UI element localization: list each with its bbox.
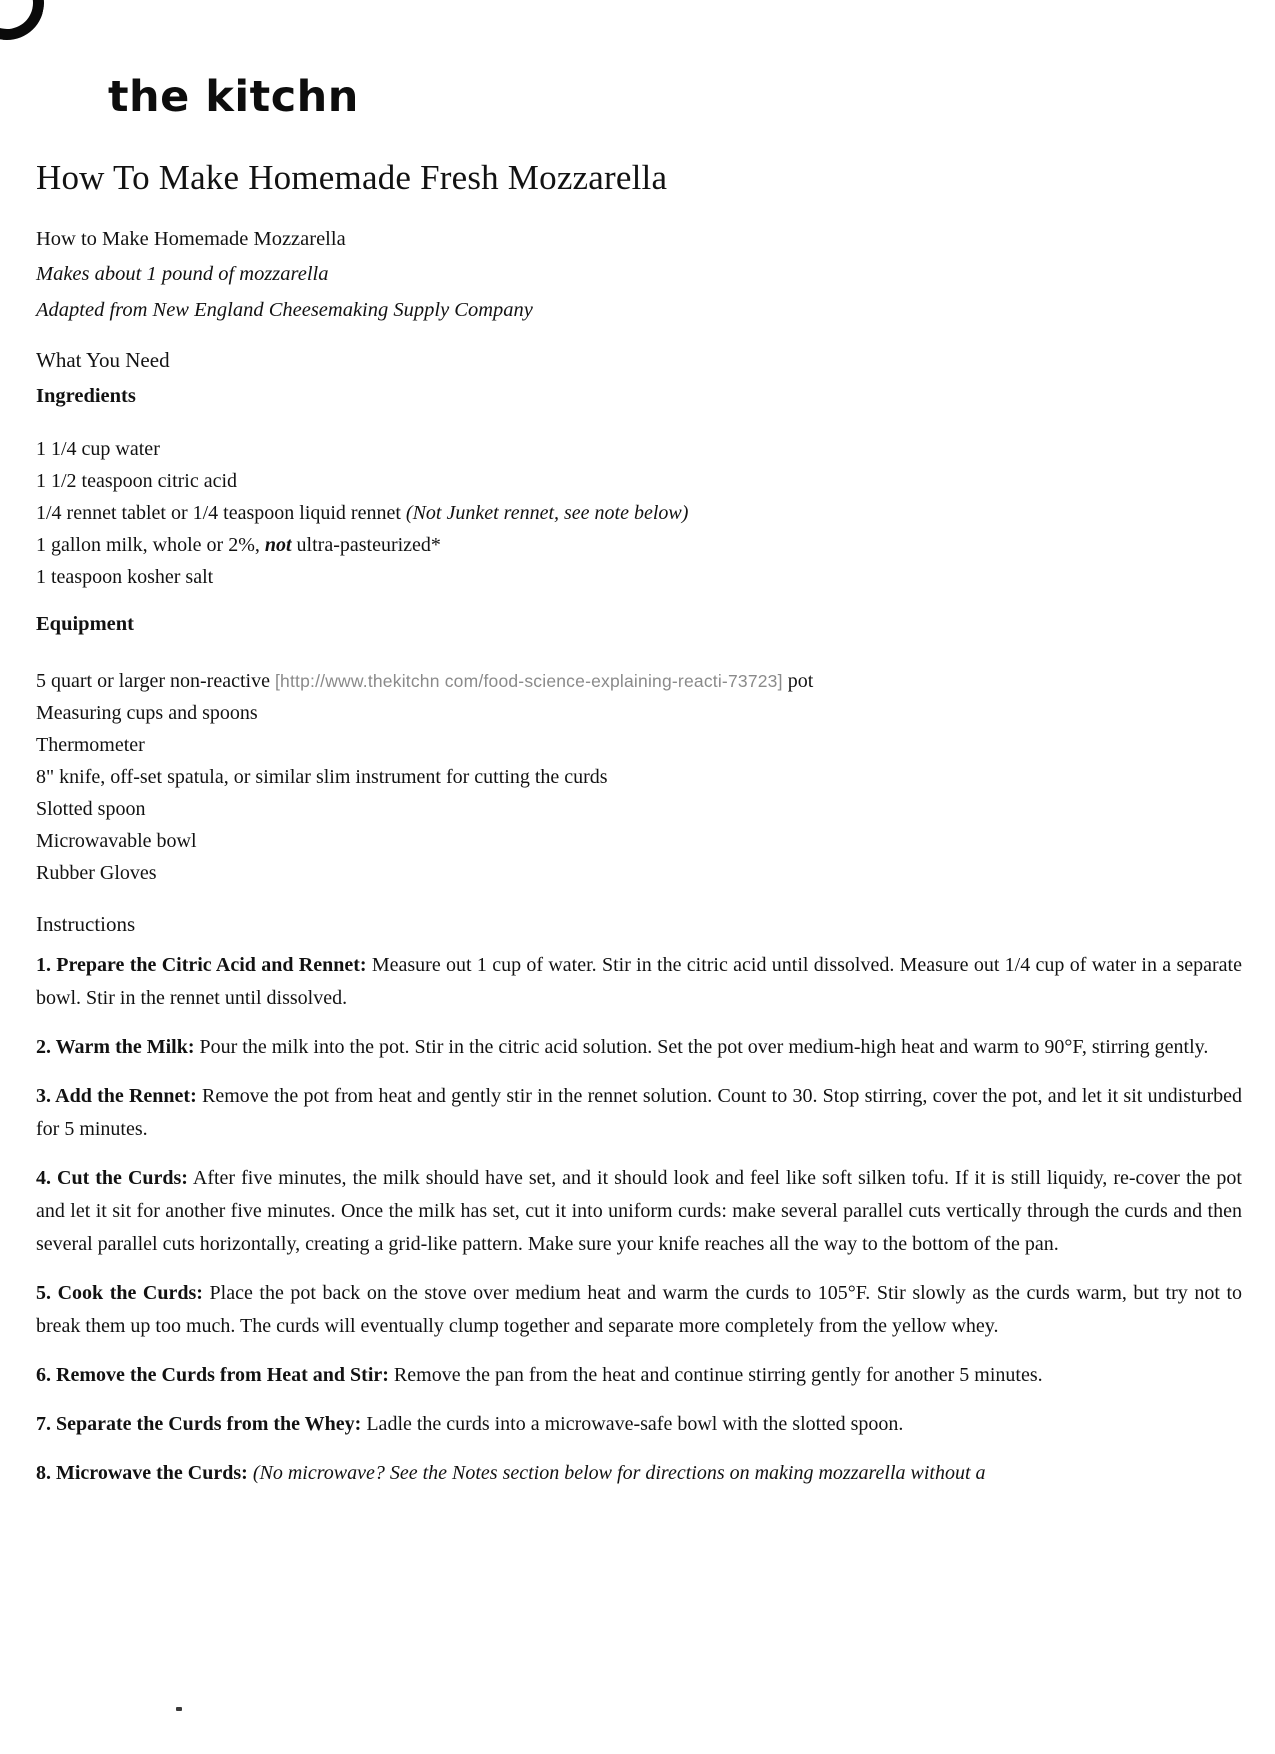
what-you-need-heading: What You Need [36, 348, 170, 372]
instruction-step-7 [36, 1408, 1242, 1441]
ingredient-milk-suffix: ultra-pasteurized* [291, 534, 441, 556]
step-3-label: 3. Add the Rennet: [36, 1085, 197, 1107]
scan-artifact-speck [176, 1707, 182, 1711]
ingredient-citric-acid: 1 1/2 teaspoon citric acid [36, 470, 238, 492]
ingredient-milk-emphasis: not [264, 534, 292, 556]
step-6-label: 6. Remove the Curds from Heat and Stir: [36, 1364, 389, 1386]
recipe-subtitle: How to Make Homemade Mozzarella [36, 228, 346, 250]
equipment-item: Measuring cups and spoons [36, 702, 258, 724]
site-logo: the kitchn [108, 72, 359, 122]
step-1-body: Measure out 1 cup of water. Stir in the citric acid until dissolved. Measure out 1/4 cup of water in a separate bowl. Stir in the rennet until dissolved. [36, 954, 1242, 1009]
step-8-label: 8. Microwave the Curds: [36, 1462, 248, 1484]
ingredient-rennet-note: (Not Junket rennet, see note below) [405, 502, 689, 524]
equipment-item: Microwavable bowl [36, 830, 197, 852]
instruction-step-8 [36, 1457, 1242, 1490]
page-title: How To Make Homemade Fresh Mozzarella [36, 158, 668, 197]
instruction-step-1 [36, 949, 1242, 1015]
step-7-label: 7. Separate the Curds from the Whey: [36, 1413, 362, 1435]
step-4-label: 4. Cut the Curds: [36, 1167, 188, 1189]
step-4-body: After five minutes, the milk should have set, and it should look and feel like soft silken tofu. If it is still liquidy, re-cover the pot and let it sit for another five minutes. Once the milk has set, cut it into uniform curds: make several parallel cuts vertically through the curds and then several parallel cuts horizontally, creating a grid-like pattern. Make sure your knife reaches all the way to the bottom of the pan. [36, 1167, 1242, 1255]
step-2-body: Pour the milk into the pot. Stir in the citric acid solution. Set the pot over medium-high heat and warm to 90°F, stirring gently. [199, 1036, 1209, 1058]
instruction-step-5 [36, 1277, 1242, 1343]
scan-artifact-blob-icon [0, 0, 51, 47]
equipment-pot [36, 665, 1242, 697]
ingredients-heading: Ingredients [36, 385, 136, 407]
ingredient-water: 1 1/4 cup water [36, 438, 160, 460]
source-note: Adapted from New England Cheesemaking Supply Company [36, 299, 533, 321]
step-3-body: Remove the pot from heat and gently stir in the rennet solution. Count to 30. Stop stirring, cover the pot, and let it sit undisturbed for 5 minutes. [36, 1085, 1243, 1140]
step-7-body: Ladle the curds into a microwave-safe bowl with the slotted spoon. [366, 1413, 904, 1435]
step-8-body: (No microwave? See the Notes section below for directions on making mozzarella without a [252, 1462, 986, 1484]
step-1-label: 1. Prepare the Citric Acid and Rennet: [36, 954, 367, 976]
equipment-item: Thermometer [36, 734, 145, 756]
step-5-label: 5. Cook the Curds: [36, 1282, 203, 1304]
equipment-item: Rubber Gloves [36, 862, 157, 884]
ingredients-list [36, 433, 1242, 593]
instruction-step-3 [36, 1080, 1242, 1146]
step-2-label: 2. Warm the Milk: [36, 1036, 195, 1058]
pot-link-url: [http://www.thekitchn com/food-science-explaining-reacti-73723] [274, 671, 783, 691]
ingredient-milk [36, 529, 1242, 561]
instruction-step-2 [36, 1031, 1242, 1064]
equipment-heading: Equipment [36, 613, 134, 635]
equipment-pot-prefix: 5 quart or larger non-reactive [36, 670, 275, 692]
step-5-body: Place the pot back on the stove over medium heat and warm the curds to 105°F. Stir slowly as the curds warm, but try not to break them up too much. The curds will eventually clump together and separate more completely from the yellow whey. [36, 1282, 1243, 1337]
instructions-steps [36, 949, 1242, 1490]
instructions-heading: Instructions [36, 912, 136, 936]
ingredient-salt: 1 teaspoon kosher salt [36, 566, 214, 588]
instruction-step-6 [36, 1359, 1242, 1392]
ingredient-rennet-text: 1/4 rennet tablet or 1/4 teaspoon liquid rennet [36, 502, 406, 524]
ingredient-milk-prefix: 1 gallon milk, whole or 2%, [36, 534, 265, 556]
instruction-step-4 [36, 1162, 1242, 1261]
step-6-body: Remove the pan from the heat and continue stirring gently for another 5 minutes. [393, 1364, 1043, 1386]
equipment-item: 8" knife, off-set spatula, or similar slim instrument for cutting the curds [36, 766, 608, 788]
equipment-item: Slotted spoon [36, 798, 146, 820]
equipment-pot-suffix: pot [782, 670, 814, 692]
yield-note: Makes about 1 pound of mozzarella [36, 263, 329, 285]
equipment-list [36, 665, 1242, 889]
ingredient-rennet [36, 497, 1242, 529]
